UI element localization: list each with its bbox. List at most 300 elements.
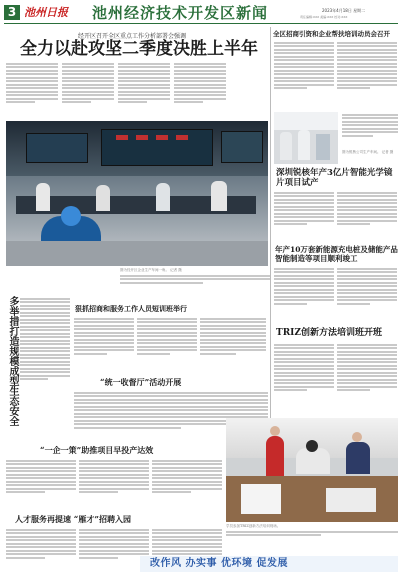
text-line (274, 285, 334, 287)
lead-kicker: 经开区召开全区重点工作分析部署会强调 (78, 33, 187, 40)
text-line (6, 66, 58, 68)
text-line (79, 491, 118, 493)
text-line (6, 557, 45, 559)
text-line (20, 371, 70, 373)
text-line (6, 70, 58, 72)
text-line (337, 192, 397, 194)
text-line (137, 335, 197, 337)
text-line (274, 199, 334, 201)
text-line (337, 282, 397, 284)
text-line (342, 121, 398, 123)
text-line (337, 296, 397, 298)
right2-body-col2 (337, 190, 397, 240)
text-line (20, 368, 70, 370)
text-line (337, 289, 397, 291)
text-line (274, 379, 334, 381)
text-line (274, 84, 334, 86)
text-line (274, 87, 307, 89)
text-line (152, 546, 222, 548)
text-line (6, 94, 58, 96)
text-line (79, 488, 149, 490)
text-line (20, 350, 70, 352)
right-headline-1: 全区招商引资和企业帮扶培训动员会召开 (273, 30, 390, 38)
text-line (174, 87, 226, 89)
text-line (274, 361, 334, 363)
text-line (20, 354, 70, 356)
text-line (74, 406, 268, 408)
text-line (274, 372, 334, 374)
text-line (79, 474, 149, 476)
text-line (74, 427, 181, 429)
text-line (6, 481, 76, 483)
text-line (174, 77, 226, 79)
text-line (337, 77, 397, 79)
text-line (226, 534, 321, 536)
text-line (79, 536, 149, 538)
right2-body-col1 (274, 190, 334, 240)
text-line (174, 94, 226, 96)
text-line (200, 335, 266, 337)
text-line (74, 392, 268, 394)
text-line (118, 94, 170, 96)
text-line (137, 353, 170, 355)
slogan-text: 改作风 办实事 优环境 促发展 (150, 558, 288, 569)
text-line (342, 117, 398, 119)
text-line (274, 289, 334, 291)
right-headline-4: TRIZ创新方法培训班开班 (276, 328, 382, 338)
text-line (174, 70, 226, 72)
lead-photo-caption: 图为经开区企业生产车间一角。 记者 摄 (120, 268, 182, 272)
text-line (274, 80, 334, 82)
text-line (274, 278, 334, 280)
text-line (337, 199, 397, 201)
text-line (20, 298, 70, 300)
text-line (152, 491, 191, 493)
text-line (200, 346, 266, 348)
text-line (337, 209, 397, 211)
vertical-headline: 多举措打造规模成型生态安全 (7, 296, 18, 426)
text-line (20, 305, 70, 307)
text-line (62, 98, 114, 100)
lead-body-col1 (6, 61, 58, 121)
text-line (337, 56, 397, 58)
text-line (274, 282, 334, 284)
text-line (337, 368, 397, 370)
text-line (274, 206, 334, 208)
text-line (274, 73, 334, 75)
text-line (152, 539, 222, 541)
text-line (274, 195, 334, 197)
training-caption-lines (226, 529, 398, 539)
text-line (337, 278, 397, 280)
text-line (79, 532, 149, 534)
text-line (79, 484, 149, 486)
text-line (274, 209, 334, 211)
text-line (337, 268, 397, 270)
right4-body-col2 (337, 342, 397, 412)
text-line (79, 529, 149, 531)
text-line (20, 333, 70, 335)
text-line (6, 470, 76, 472)
text-line (337, 70, 397, 72)
text-line (337, 375, 397, 377)
right-headline-3: 年产10万套新能源充电桩及储能产品智能制造等项目顺利竣工 (275, 245, 398, 263)
text-line (118, 91, 170, 93)
text-line (342, 124, 398, 126)
right1-body-col1 (274, 40, 334, 110)
text-line (62, 84, 114, 86)
text-line (274, 292, 334, 294)
text-line (337, 372, 397, 374)
control-room-photo (6, 121, 268, 266)
text-line (6, 553, 76, 555)
text-line (20, 361, 70, 363)
text-line (274, 303, 307, 305)
text-line (337, 52, 397, 54)
text-line (20, 301, 70, 303)
text-line (174, 84, 226, 86)
text-line (79, 557, 118, 559)
text-line (337, 358, 397, 360)
text-line (6, 467, 76, 469)
investment-headline: 狠抓招商和服务工作人员短训班举行 (75, 304, 187, 313)
text-line (118, 84, 170, 86)
investment-body-col1 (74, 316, 134, 371)
lead-caption-lines (120, 273, 270, 288)
training-photo (226, 418, 398, 522)
text-line (337, 202, 397, 204)
text-line (62, 73, 114, 75)
vertical-story-body (20, 296, 70, 416)
text-line (337, 354, 397, 356)
text-line (337, 45, 397, 47)
text-line (337, 73, 397, 75)
newspaper-logo: 池州日报 (24, 6, 68, 19)
text-line (74, 409, 268, 411)
training-photo-caption: 学员参加TRIZ创新方法培训现场。 (226, 524, 281, 528)
text-line (118, 101, 147, 103)
right3-body-col1 (274, 266, 334, 324)
text-line (226, 531, 398, 533)
text-line (337, 361, 397, 363)
text-line (337, 42, 397, 44)
talent-body-col2 (79, 527, 149, 575)
text-line (118, 73, 170, 75)
text-line (74, 349, 134, 351)
text-line (337, 63, 397, 65)
text-line (274, 358, 334, 360)
talent-body-col1 (6, 527, 76, 575)
text-line (20, 375, 70, 377)
text-line (20, 347, 70, 349)
text-line (20, 336, 70, 338)
text-line (74, 399, 268, 401)
text-line (152, 467, 222, 469)
text-line (274, 223, 307, 225)
text-line (6, 532, 76, 534)
text-line (274, 268, 334, 270)
text-line (200, 318, 266, 320)
text-line (20, 364, 70, 366)
text-line (337, 351, 397, 353)
right-headline-2: 深圳锐核年产3亿片智能光学镜片项目试产 (276, 168, 393, 188)
text-line (337, 299, 397, 301)
text-line (74, 413, 268, 415)
text-line (74, 318, 134, 320)
text-line (337, 213, 397, 215)
text-line (74, 346, 134, 348)
page-number-badge: 3 (4, 5, 20, 20)
text-line (274, 354, 334, 356)
text-line (274, 271, 334, 273)
text-line (6, 539, 76, 541)
text-line (274, 66, 334, 68)
right3-body-col2 (337, 266, 397, 324)
text-line (174, 91, 226, 93)
text-line (20, 312, 70, 314)
text-line (79, 467, 149, 469)
investment-body-col3 (200, 316, 266, 371)
text-line (6, 529, 76, 531)
text-line (79, 470, 149, 472)
text-line (152, 532, 222, 534)
onecity-headline: “一企一策”助推项目早投产达效 (40, 445, 154, 455)
text-line (79, 546, 149, 548)
onecard-headline: “统一收督厅”活动开展 (100, 377, 182, 387)
text-line (337, 80, 397, 82)
text-line (274, 45, 334, 47)
text-line (74, 321, 134, 323)
text-line (137, 339, 197, 341)
talent-headline: 人才服务再提速 “雁才”招聘入园 (15, 514, 131, 524)
text-line (274, 382, 334, 384)
text-line (152, 488, 222, 490)
onecity-body-col1 (6, 458, 76, 510)
text-line (274, 347, 334, 349)
text-line (6, 550, 76, 552)
text-line (6, 98, 58, 100)
text-line (62, 63, 114, 65)
text-line (20, 308, 70, 310)
text-line (337, 303, 370, 305)
text-line (174, 80, 226, 82)
factory-photo-caption: 图为锐核公司生产车间。 记者 摄 (342, 150, 394, 154)
text-line (79, 550, 149, 552)
text-line (337, 365, 397, 367)
text-line (62, 87, 114, 89)
text-line (274, 49, 334, 51)
text-line (274, 192, 334, 194)
text-line (152, 484, 222, 486)
text-line (120, 278, 270, 280)
text-line (337, 87, 370, 89)
text-line (120, 282, 203, 284)
text-line (342, 135, 373, 137)
text-line (74, 339, 134, 341)
text-line (274, 299, 334, 301)
text-line (174, 66, 226, 68)
text-line (274, 216, 334, 218)
text-line (137, 325, 197, 327)
text-line (6, 84, 58, 86)
text-line (6, 474, 76, 476)
text-line (200, 328, 266, 330)
text-line (274, 202, 334, 204)
text-line (174, 98, 226, 100)
text-line (137, 349, 197, 351)
text-line (174, 101, 203, 103)
text-line (62, 91, 114, 93)
text-line (20, 343, 70, 345)
text-line (137, 342, 197, 344)
onecity-body-col2 (79, 458, 149, 510)
right1-body-col3 (342, 112, 398, 148)
text-line (20, 322, 70, 324)
text-line (118, 87, 170, 89)
text-line (337, 271, 397, 273)
text-line (79, 539, 149, 541)
text-line (74, 395, 268, 397)
text-line (118, 63, 170, 65)
text-line (274, 220, 334, 222)
text-line (152, 463, 222, 465)
right4-body-col1 (274, 342, 334, 412)
text-line (6, 484, 76, 486)
text-line (274, 389, 307, 391)
text-line (337, 206, 397, 208)
text-line (152, 474, 222, 476)
text-line (200, 353, 236, 355)
text-line (74, 325, 134, 327)
text-line (274, 56, 334, 58)
text-line (6, 546, 76, 548)
text-line (337, 386, 397, 388)
text-line (118, 66, 170, 68)
text-line (79, 481, 149, 483)
text-line (337, 344, 397, 346)
text-line (174, 63, 226, 65)
text-line (274, 42, 334, 44)
text-line (6, 491, 45, 493)
text-line (79, 463, 149, 465)
text-line (6, 101, 35, 103)
text-line (174, 73, 226, 75)
text-line (152, 543, 222, 545)
text-line (337, 275, 397, 277)
text-line (20, 326, 70, 328)
text-line (337, 285, 397, 287)
text-line (152, 460, 222, 462)
text-line (74, 335, 134, 337)
investment-body-col2 (137, 316, 197, 371)
text-line (337, 216, 397, 218)
text-line (274, 213, 334, 215)
text-line (152, 553, 222, 555)
text-line (6, 463, 76, 465)
text-line (137, 328, 197, 330)
text-line (337, 379, 397, 381)
text-line (20, 315, 70, 317)
text-line (6, 91, 58, 93)
text-line (79, 460, 149, 462)
text-line (200, 321, 266, 323)
text-line (74, 342, 134, 344)
text-line (342, 128, 398, 130)
text-line (337, 195, 397, 197)
text-line (74, 332, 134, 334)
text-line (337, 59, 397, 61)
text-line (274, 368, 334, 370)
text-line (274, 386, 334, 388)
text-line (137, 321, 197, 323)
text-line (200, 342, 266, 344)
text-line (79, 477, 149, 479)
text-line (6, 488, 76, 490)
text-line (62, 70, 114, 72)
text-line (62, 80, 114, 82)
text-line (6, 543, 76, 545)
text-line (274, 351, 334, 353)
text-line (62, 77, 114, 79)
text-line (342, 114, 398, 116)
text-line (152, 470, 222, 472)
text-line (137, 332, 197, 334)
right1-body-col2 (337, 40, 397, 110)
text-line (6, 477, 76, 479)
text-line (6, 87, 58, 89)
text-line (337, 292, 397, 294)
text-line (274, 365, 334, 367)
factory-photo (274, 112, 338, 164)
text-line (274, 275, 334, 277)
text-line (152, 550, 222, 552)
text-line (200, 349, 266, 351)
text-line (62, 94, 114, 96)
masthead-rule (4, 23, 398, 24)
text-line (274, 375, 334, 377)
text-line (337, 84, 397, 86)
text-line (74, 328, 134, 330)
text-line (337, 347, 397, 349)
text-line (74, 353, 107, 355)
text-line (118, 77, 170, 79)
text-line (200, 339, 266, 341)
text-line (20, 378, 48, 380)
text-line (337, 382, 397, 384)
text-line (62, 101, 91, 103)
text-line (118, 70, 170, 72)
text-line (337, 389, 370, 391)
text-line (137, 318, 197, 320)
text-line (6, 460, 76, 462)
text-line (118, 80, 170, 82)
lead-body-col2 (62, 61, 114, 121)
text-line (337, 223, 370, 225)
text-line (6, 73, 58, 75)
text-line (6, 80, 58, 82)
text-line (337, 220, 397, 222)
text-line (20, 340, 70, 342)
text-line (337, 66, 397, 68)
editor-info: 责任编辑:XXX 美编:XXX 校对:XXX (300, 15, 348, 19)
text-line (342, 131, 398, 133)
text-line (20, 319, 70, 321)
text-line (6, 63, 58, 65)
text-line (74, 402, 268, 404)
text-line (62, 66, 114, 68)
text-line (274, 344, 334, 346)
lead-body-col4 (174, 61, 226, 121)
